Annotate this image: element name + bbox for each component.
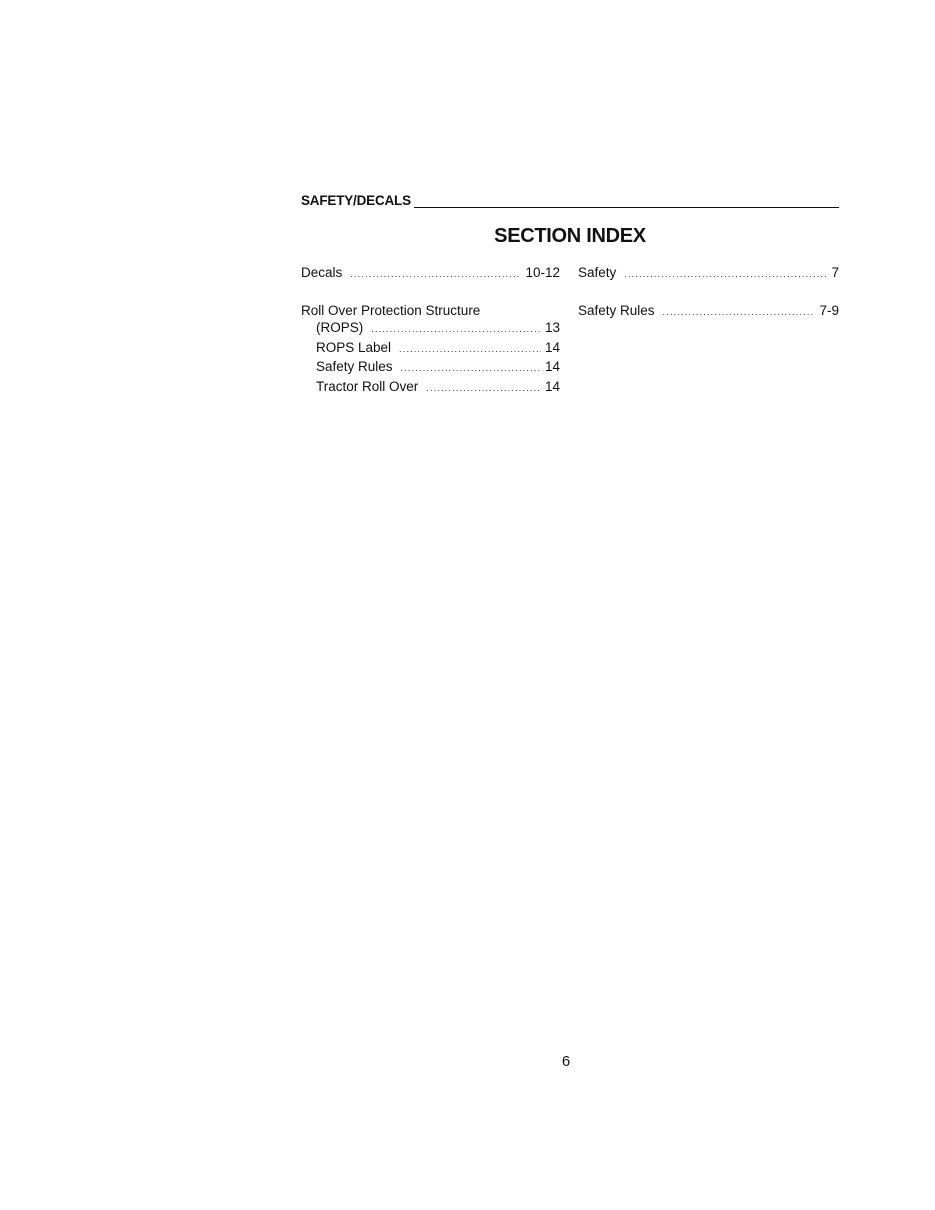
index-entry-safety xyxy=(578,264,839,284)
dot-leader xyxy=(663,304,816,322)
index-entry-rops xyxy=(301,319,560,339)
index-entry-label: Safety Rules xyxy=(316,359,393,374)
dot-leader xyxy=(399,341,541,359)
dot-leader xyxy=(624,266,827,284)
index-entry-label: (ROPS) xyxy=(316,320,364,335)
section-header-label: SAFETY/DECALS xyxy=(301,193,411,208)
index-entry-label: Decals xyxy=(301,265,343,280)
index-entry-label: Safety Rules xyxy=(578,302,655,318)
index-entry-page: 14 xyxy=(544,378,560,394)
index-entry-page: 7 xyxy=(831,265,839,280)
entry-gap xyxy=(578,284,839,302)
index-entry-label: Tractor Roll Over xyxy=(316,378,419,394)
index-entry-page: 14 xyxy=(544,359,560,374)
index-entry-page: 13 xyxy=(544,320,560,335)
index-entry-safety-rules xyxy=(301,358,560,378)
index-entry-rops-heading xyxy=(301,302,560,320)
section-header xyxy=(301,193,839,209)
page-number: 6 xyxy=(561,1053,571,1070)
index-entry-page: 14 xyxy=(544,339,560,355)
index-entry-page: 7-9 xyxy=(819,302,839,318)
index-column-left xyxy=(301,264,560,397)
index-entry-page: 10-12 xyxy=(525,265,560,280)
dot-leader xyxy=(426,380,541,398)
index-entry-rops-label xyxy=(301,339,560,359)
index-column-right xyxy=(578,264,839,321)
entry-gap xyxy=(301,284,560,302)
index-entry-label: Roll Over Protection Structure xyxy=(301,302,481,318)
index-entry-label: Safety xyxy=(578,265,617,280)
dot-leader xyxy=(371,321,541,339)
section-title: SECTION INDEX xyxy=(494,225,646,247)
index-entry-decals xyxy=(301,264,560,284)
index-entry-label: ROPS Label xyxy=(316,339,392,355)
index-entry-tractor-roll-over xyxy=(301,378,560,398)
header-rule xyxy=(414,207,839,208)
index-entry-safety-rules-right xyxy=(578,302,839,322)
dot-leader xyxy=(350,266,521,284)
dot-leader xyxy=(401,360,541,378)
